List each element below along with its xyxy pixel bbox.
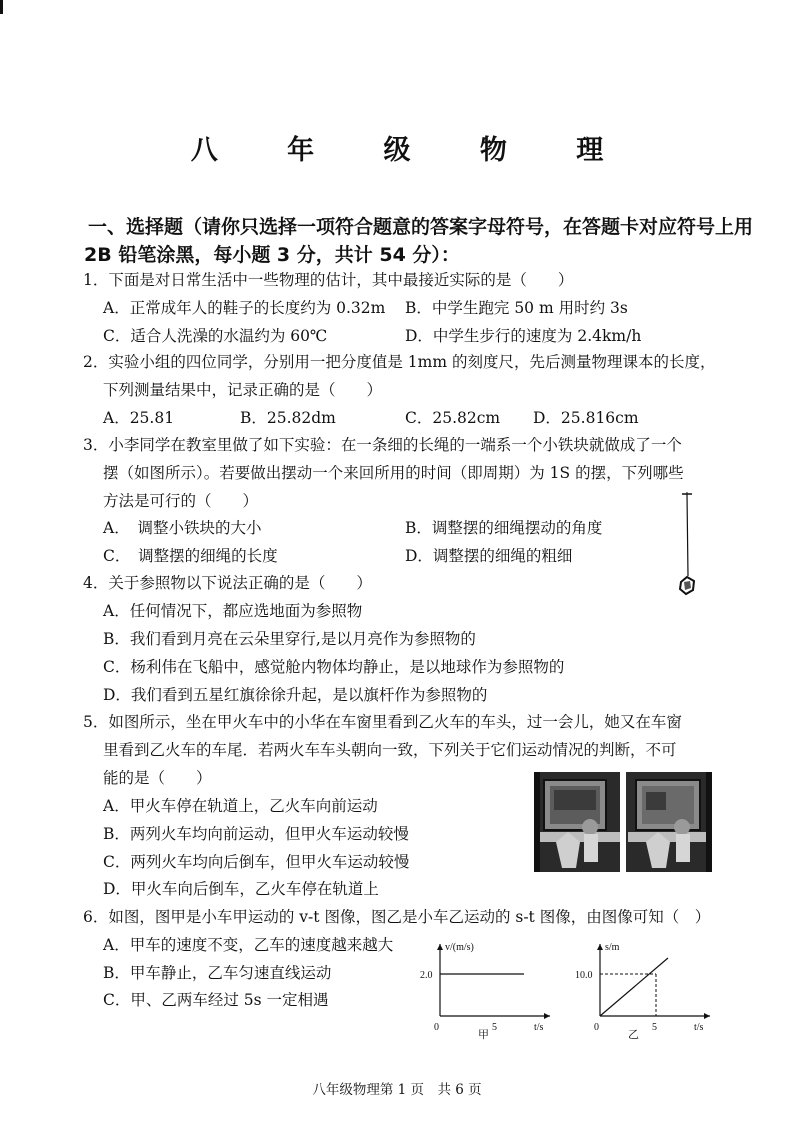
q6-stem: 6．如图，图甲是小车甲运动的 v-t 图像，图乙是小车乙运动的 s-t 图像，由图像可知（ ） bbox=[83, 908, 711, 926]
q4-option-a: A．任何情况下，都应选地面为参照物 bbox=[103, 602, 363, 620]
q3-option-c: C． 调整摆的细绳的长度 bbox=[103, 547, 278, 565]
graph-yi-x-arrow bbox=[704, 1013, 710, 1019]
q1-option-d: D．中学生步行的速度为 2.4km/h bbox=[405, 327, 642, 345]
graph-yi-caption: 乙 bbox=[628, 1029, 639, 1041]
q6-option-a: A．甲车的速度不变，乙车的速度越来越大 bbox=[103, 936, 394, 954]
scan-mark bbox=[0, 0, 3, 14]
q2-stem-line2: 下列测量结果中，记录正确的是（ ） bbox=[103, 381, 383, 399]
q6-option-b: B．甲车静止，乙车匀速直线运动 bbox=[103, 964, 332, 982]
q5-option-c: C．两列火车均向后倒车，但甲火车运动较慢 bbox=[103, 853, 410, 871]
q4-stem: 4．关于参照物以下说法正确的是（ ） bbox=[83, 574, 372, 592]
graph-yi-y-arrow bbox=[597, 944, 603, 950]
q2-option-a: A．25.81 bbox=[103, 409, 175, 427]
page-title: 八 年 级 物 理 bbox=[190, 135, 634, 166]
graph-jia-y-arrow bbox=[437, 944, 443, 950]
graph-jia-origin: 0 bbox=[434, 1022, 439, 1033]
q1-option-c: C．适合人洗澡的水温约为 60℃ bbox=[103, 327, 328, 345]
q2-stem-line1: 2．实验小组的四位同学，分别用一把分度值是 1mm 的刻度尺，先后测量物理课本的长度， bbox=[83, 353, 716, 371]
train-window-photos bbox=[534, 772, 712, 872]
graph-jia-xlabel: t/s bbox=[534, 1022, 544, 1033]
q2-option-b: B．25.82dm bbox=[240, 409, 336, 427]
graph-yi-st bbox=[572, 938, 722, 1042]
pendulum-figure bbox=[672, 490, 702, 602]
q1-option-a: A．正常成年人的鞋子的长度约为 0.32m bbox=[103, 299, 386, 317]
graph-jia-y-tick: 2.0 bbox=[420, 970, 433, 981]
graph-yi-ylabel: s/m bbox=[605, 942, 620, 953]
graph-yi-distance-line bbox=[600, 958, 668, 1016]
q3-stem-line3: 方法是可行的（ ） bbox=[103, 492, 259, 510]
q5-option-d: D．甲火车向后倒车，乙火车停在轨道上 bbox=[103, 880, 379, 898]
section-heading-line1: 一、选择题（请你只选择一项符合题意的答案字母符号，在答题卡对应符号上用 bbox=[88, 216, 754, 238]
graph-jia-ylabel: v/(m/s) bbox=[445, 942, 474, 953]
q5-option-a: A．甲火车停在轨道上，乙火车向前运动 bbox=[103, 797, 378, 815]
graph-yi-y-tick: 10.0 bbox=[575, 970, 593, 981]
q1-option-b: B．中学生跑完 50 m 用时约 3s bbox=[405, 299, 628, 317]
q4-option-d: D．我们看到五星红旗徐徐升起，是以旗杆作为参照物的 bbox=[103, 686, 488, 704]
section-heading-line2: 2B 铅笔涂黑，每小题 3 分，共计 54 分）： bbox=[84, 244, 460, 266]
q2-option-d: D．25.816cm bbox=[533, 409, 639, 427]
q5-stem-line3: 能的是（ ） bbox=[103, 769, 212, 787]
train-photo-left bbox=[534, 772, 620, 872]
graph-jia-x-tick: 5 bbox=[492, 1022, 497, 1033]
q3-option-d: D．调整摆的细绳的粗细 bbox=[405, 547, 573, 565]
graph-yi-xlabel: t/s bbox=[694, 1022, 704, 1033]
q1-stem: 1．下面是对日常生活中一些物理的估计，其中最接近实际的是（ ） bbox=[83, 271, 574, 289]
q3-option-a: A． 调整小铁块的大小 bbox=[103, 519, 262, 537]
graph-jia-vt bbox=[412, 938, 562, 1042]
train-photo-right bbox=[626, 772, 712, 872]
q4-option-c: C．杨利伟在飞船中，感觉舱内物体均静止，是以地球作为参照物的 bbox=[103, 658, 565, 676]
page-footer: 八年级物理第 1 页 共 6 页 bbox=[312, 1082, 482, 1098]
graph-jia-x-arrow bbox=[544, 1013, 550, 1019]
q6-option-c: C．甲、乙两车经过 5s 一定相遇 bbox=[103, 991, 329, 1009]
graph-yi-origin: 0 bbox=[594, 1022, 599, 1033]
q5-stem-line2: 里看到乙火车的车尾．若两火车车头朝向一致，下列关于它们运动情况的判断，不可 bbox=[103, 741, 677, 759]
q4-option-b: B．我们看到月亮在云朵里穿行,是以月亮作为参照物的 bbox=[103, 630, 476, 648]
graph-yi-x-tick: 5 bbox=[652, 1022, 657, 1033]
q3-option-b: B．调整摆的细绳摆动的角度 bbox=[405, 519, 603, 537]
q2-option-c: C．25.82cm bbox=[405, 409, 501, 427]
graph-jia-caption: 甲 bbox=[478, 1029, 489, 1041]
q5-option-b: B．两列火车均向前运动，但甲火车运动较慢 bbox=[103, 825, 409, 843]
q3-stem-line2: 摆（如图所示）。若要做出摆动一个来回所用的时间（即周期）为 1S 的摆，下列哪些 bbox=[103, 464, 684, 482]
q5-stem-line1: 5．如图所示，坐在甲火车中的小华在车窗里看到乙火车的车头，过一会儿，她又在车窗 bbox=[83, 713, 682, 731]
q3-stem-line1: 3．小李同学在教室里做了如下实验：在一条细的长绳的一端系一个小铁块就做成了一个 bbox=[83, 436, 682, 454]
